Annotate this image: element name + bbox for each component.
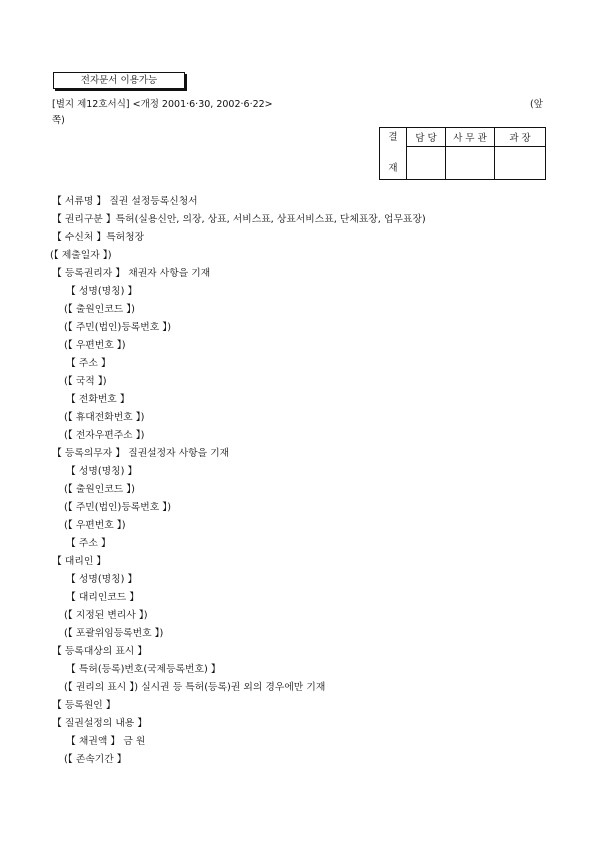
form-line: (【 포괄위임등록번호 】) (64, 628, 164, 639)
form-line: 【 주소 】 (66, 538, 111, 549)
approval-header-officer: 사 무 관 (446, 128, 495, 147)
form-number: [별지 제12호서식] <개정 2001·6·30, 2002·6·22> (52, 99, 273, 110)
form-line: 【 성명(명칭) 】 (66, 466, 138, 477)
page-side-mark-continued: 쪽) (52, 115, 65, 126)
form-line: (【 존속기간 】 (64, 754, 127, 765)
form-line: 【 주소 】 (66, 358, 111, 369)
page-side-mark: (앞 (530, 99, 543, 110)
form-line: 【 등록의무자 】 질권설정자 사항을 기재 (52, 448, 230, 459)
approval-header-director: 과 장 (495, 128, 546, 147)
form-line: 【 권리구분 】특허(실용신안, 의장, 상표, 서비스표, 상표서비스표, 단체표장, 업무표장) (52, 214, 426, 225)
approval-sign-officer[interactable] (446, 147, 495, 180)
form-line: (【 전자우편주소 】) (64, 430, 145, 441)
form-line: 【 성명(명칭) 】 (66, 286, 138, 297)
form-line: 【 대리인코드 】 (66, 592, 140, 603)
form-line: 【 등록대상의 표시 】 (52, 646, 148, 657)
form-line: (【 주민(법인)등록번호 】) (64, 322, 172, 333)
form-line: 【 서류명 】 질권 설정등록신청서 (52, 196, 198, 207)
form-line: (【 출원인코드 】) (64, 304, 135, 315)
form-line: 【 성명(명칭) 】 (66, 574, 138, 585)
form-line: (【 국적 】) (64, 376, 107, 387)
approval-sign-director[interactable] (495, 147, 546, 180)
form-line: (【 출원인코드 】) (64, 484, 135, 495)
approval-sign-staff[interactable] (407, 147, 446, 180)
approval-side-top: 결 (388, 131, 398, 143)
form-line: (【 우편번호 】) (64, 340, 126, 351)
form-line: (【 지정된 변리사 】) (64, 610, 148, 621)
form-line: 【 특허(등록)번호(국제등록번호) 】 (66, 664, 221, 675)
form-line: (【 휴대전화번호 】) (64, 412, 145, 423)
form-line: (【 주민(법인)등록번호 】) (64, 502, 172, 513)
form-line: 【 전화번호 】 (66, 394, 130, 405)
form-line: 【 대리인 】 (52, 556, 107, 567)
approval-table (379, 127, 546, 180)
approval-header-staff: 담 당 (407, 128, 446, 147)
electronic-document-label: 전자문서 이용가능 (53, 72, 185, 89)
form-line: (【 우편번호 】) (64, 520, 126, 531)
form-line: 【 등록권리자 】 채권자 사항을 기재 (52, 268, 211, 279)
form-line: (【 제출일자 】) (50, 250, 112, 261)
form-line: 【 질권설정의 내용 】 (52, 718, 148, 729)
form-line: 【 채권액 】 금 원 (66, 736, 146, 747)
form-line: 【 수신처 】특허청장 (52, 232, 145, 243)
approval-side-cell (380, 128, 407, 180)
approval-side-bottom: 재 (388, 162, 398, 174)
form-line: (【 권리의 표시 】) 실시권 등 특허(등록)권 외의 경우에만 기재 (64, 682, 326, 693)
form-line: 【 등록원인 】 (52, 700, 116, 711)
